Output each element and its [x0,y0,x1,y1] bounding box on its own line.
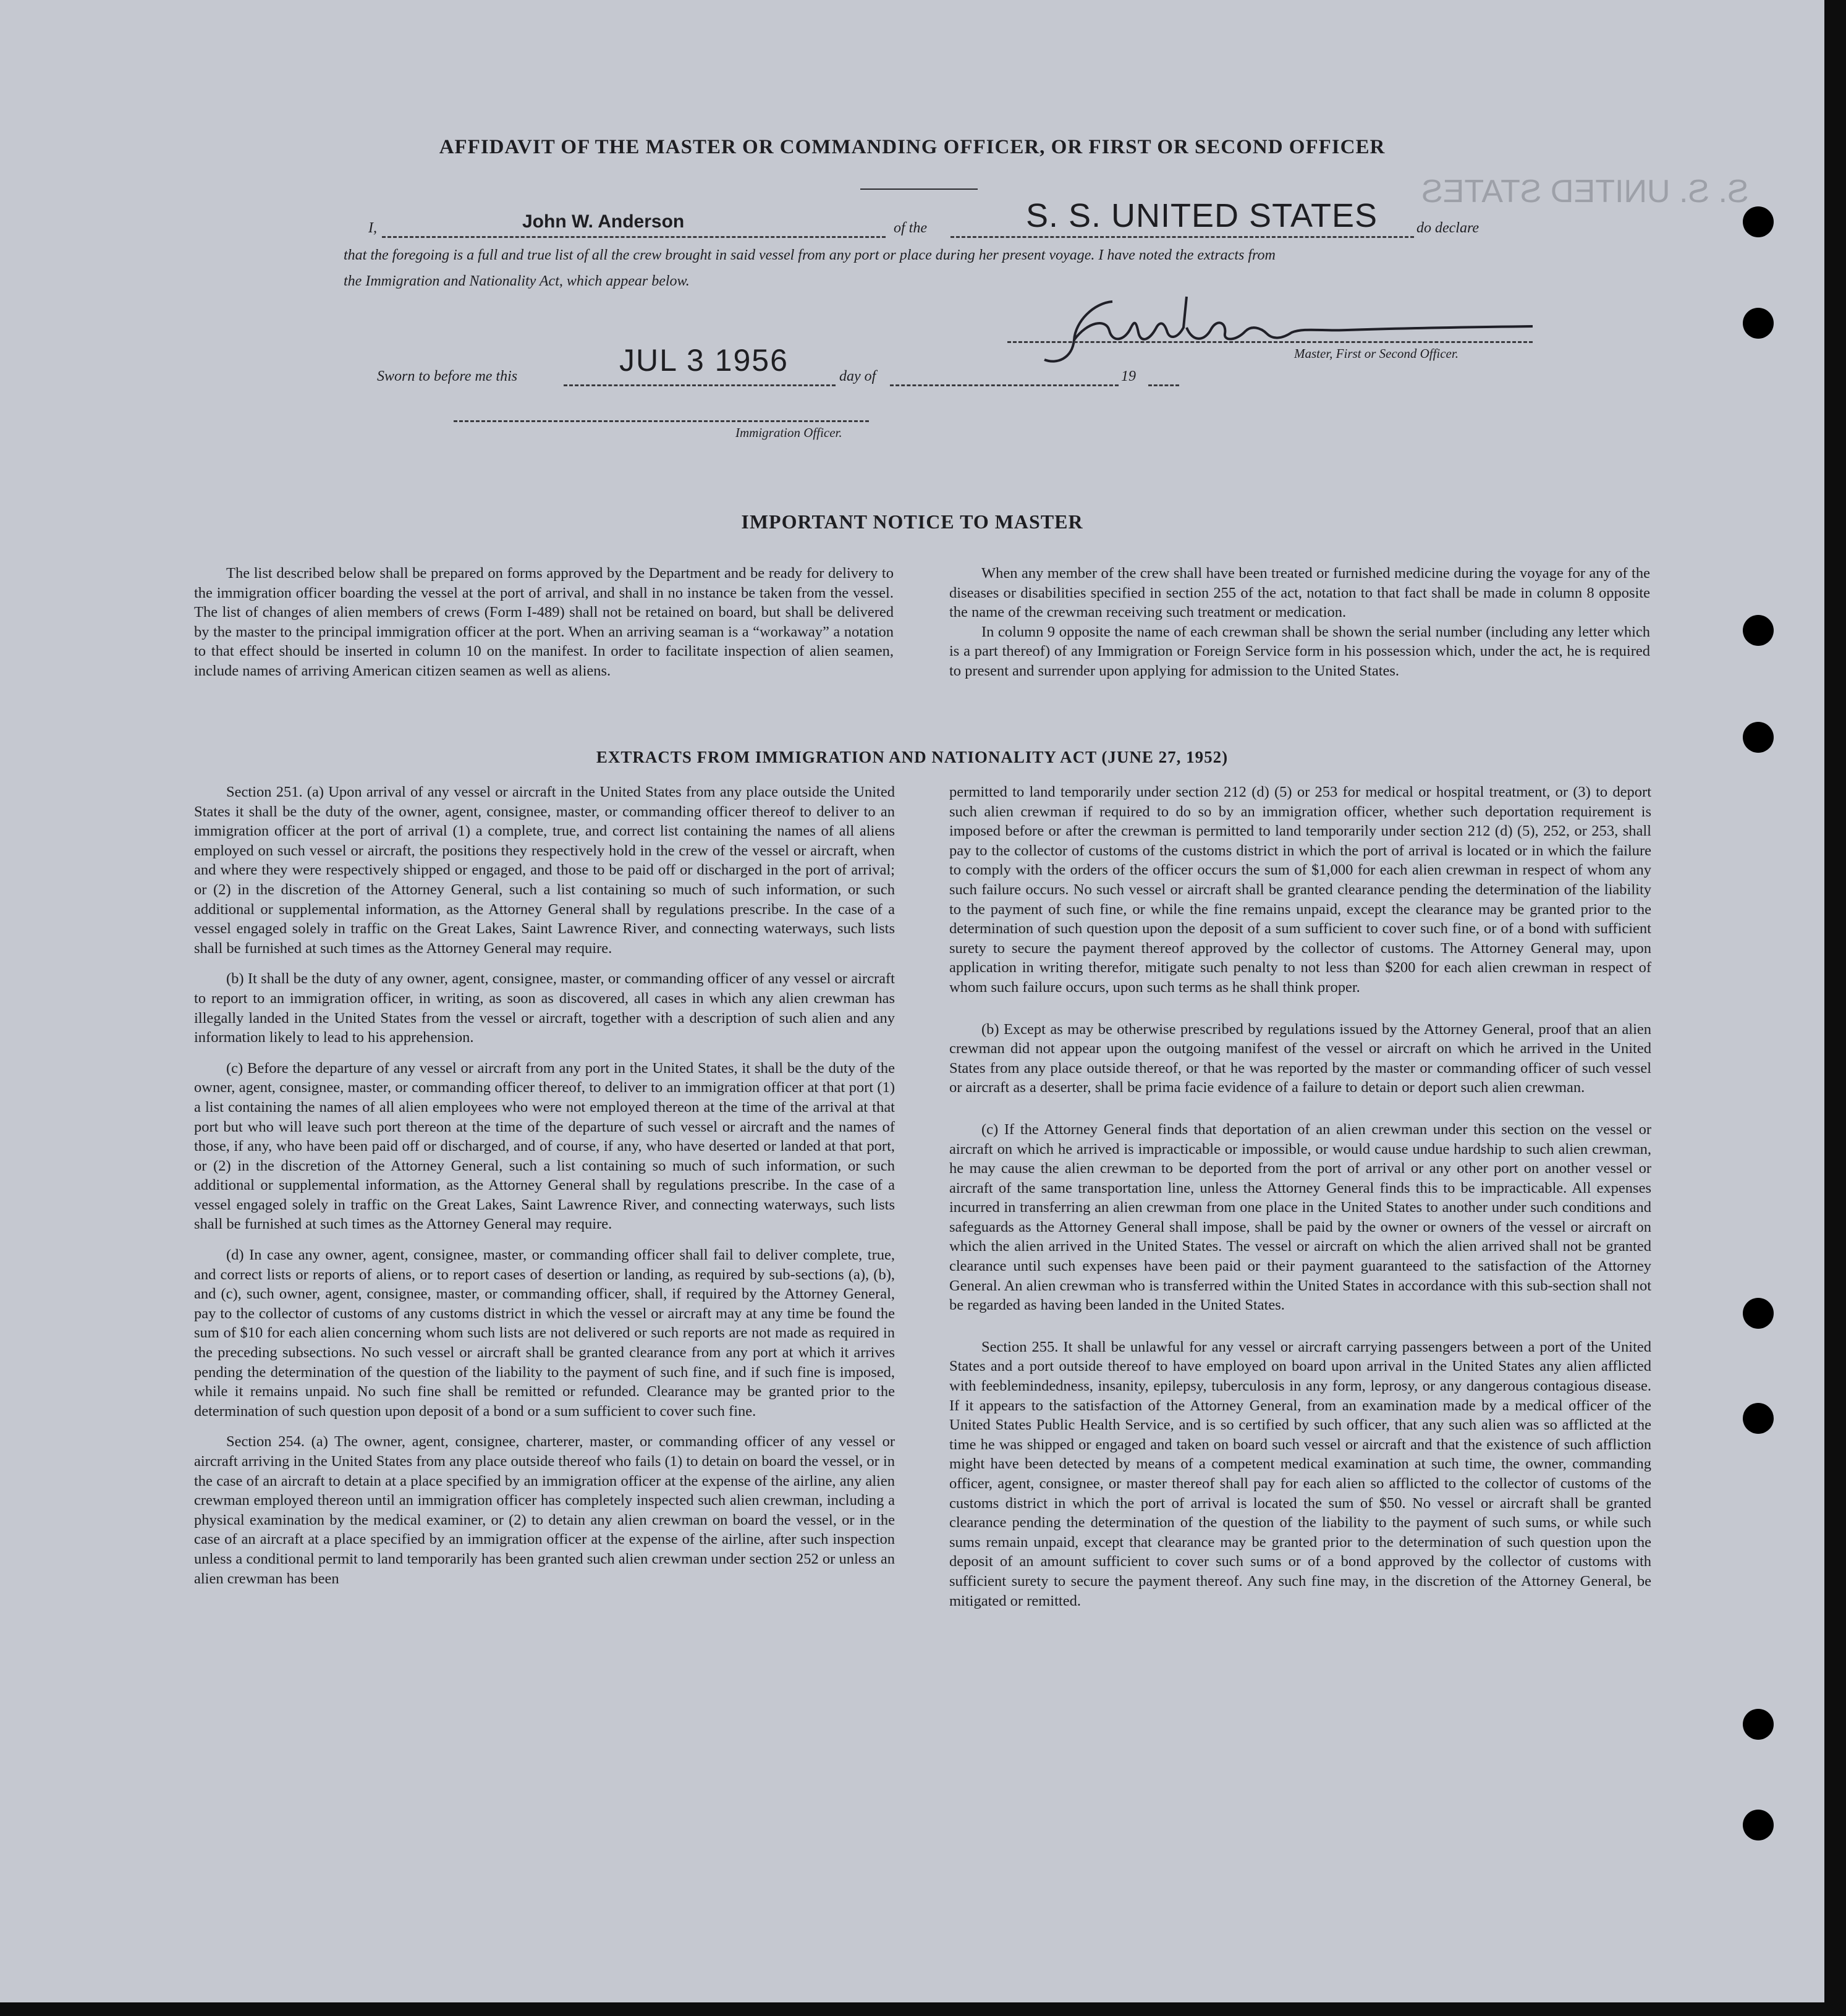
extract-paragraph: (c) Before the departure of any vessel or aircraft from any port in the United States, it shall be the duty of the owner, agent, consignee, master, or commanding officer thereof, to deliver to an immigration officer at that port (1) a list containing the names of all alien employees who were not employed thereon at the time of the arrival at that port but who will leave such port thereon at the time of the departure of such vessel or aircraft and the names of those, if any, who have been paid off or discharged, and of course, if any, who have deserted or landed at that port, or (2) in the discretion of the Attorney General, such a list containing so much of such information, or such additional or supplemental information, as the Attorney General shall by regulations prescribe. In the case of a vessel engaged solely in traffic on the Great Lakes, Saint Lawrence River, and connecting waterways, such lists shall be furnished at such times as the Attorney General may require. [194,1059,895,1233]
sworn-label: Sworn to before me this [377,368,518,384]
sworn-day-line [564,384,836,386]
extract-paragraph: Section 251. (a) Upon arrival of any vessel or aircraft in the United States from any place outside the United States it shall be the duty of the owner, agent, consignee, master, or commanding officer thereof to deliver to an immigration officer at the port of arrival (1) a complete, true, and correct list containing the names of all aliens employed on such vessel or aircraft, the positions they respectively hold in the crew of the vessel or aircraft, when and where they were respectively shipped or engaged, and those to be paid off or discharged in the port of arrival; or (2) in the discretion of the Attorney General, such a list containing so much of such information, or such additional or supplemental information, as the Attorney General shall by regulations prescribe. In the case of a vessel engaged solely in traffic on the Great Lakes, Saint Lawrence River, and connecting waterways, such lists shall be furnished at such times as the Attorney General may require. [194,784,895,957]
sworn-year-line [1148,384,1179,386]
extract-paragraph: Section 254. (a) The owner, agent, consignee, charterer, master, or commanding officer of any vessel or aircraft arriving in the United States from any place outside thereof who fails (1) to detain on board the vessel, or in the case of an aircraft to detain at a place specified by an immigration officer at the expense of the airline, any alien crewman employed thereon until an immigration officer has completely inspected such alien crewman, including a physical examination by the medical examiner, or (2) to detain any alien crewman on board the vessel, or in the case of an aircraft at a place specified by an immigration officer at the expense of the airline, after such inspection unless a conditional permit to land temporarily has been granted such alien crewman under section 252 or unless an alien crewman has been [194,1433,895,1587]
extract-paragraph: permitted to land temporarily under section 212 (d) (5) or 253 for medical or hospital treatment, or (3) to deport such alien crewman if required to do so by an immigration officer, whether such deportation requirement is imposed before or after the crewman is permitted to land temporarily under section 212 (d) (5), 252, or 253, shall pay to the collector of customs of the customs district in which the port of arrival is located or in which the failure to comply with the orders of the officer occurs the sum of $1,000 for each alien crewman in respect of whom any such failure occurs. No such vessel or aircraft shall be granted clearance pending the determination of the liability to the payment of such fine, or while the fine remains unpaid, except the clearance may be granted prior to the determination of such question upon the deposit of a sum sufficient to cover such fine, or of a bond with sufficient surety to secure the payment thereof approved by the collector of customs. The Attorney General may, upon application in writing therefor, mitigate such penalty to not less than $200 for each alien crewman in respect of whom such failure occurs, upon such terms as he shall think proper. [949,784,1651,996]
do-declare-label: do declare [1416,220,1480,236]
notice-paragraph: The list described below shall be prepared on forms approved by the Department and be ready for delivery to the immigration officer boarding the vessel at the port of arrival, and shall in no instance be taken from the vessel. The list of changes of alien members of crews (Form I-489) shall not be retained on board, but shall be delivered by the master to the principal immigration officer at the port. When an arriving seaman is a “workaway” a notation to that effect should be inserted in column 10 on the manifest. In order to facilitate inspection of alien seamen, include names of arriving American citizen seamen as well as aliens. [194,565,894,679]
title-underline [860,188,978,190]
punch-hole [1743,1810,1774,1840]
extracts-right-column [949,782,1651,1622]
notice-left-column [194,564,894,681]
master-name: John W. Anderson [522,211,685,232]
punch-hole [1743,1709,1774,1740]
immigration-officer-caption: Immigration Officer. [735,425,842,440]
punch-hole [1743,1403,1774,1434]
notice-right-column [949,564,1650,681]
extracts-heading: EXTRACTS FROM IMMIGRATION AND NATIONALITY ACT (JUNE 27, 1952) [596,748,1229,766]
master-signature-line [1007,341,1533,343]
immigration-officer-line [454,420,869,422]
master-signature-caption: Master, First or Second Officer. [1294,346,1459,361]
affidavit-title: AFFIDAVIT OF THE MASTER OR COMMANDING OFFICER, OR FIRST OR SECOND OFFICER [439,136,1386,158]
extract-paragraph: (d) In case any owner, agent, consignee, master, or commanding officer shall fail to deliver complete, true, and correct lists or reports of aliens, or to report cases of desertion or landing, as required by sub-sections (a), (b), and (c), such owner, agent, consignee, master, or commanding officer, shall, if required by the Attorney General, pay to the collector of customs of any customs district in which the vessel or aircraft may at any time be found the sum of $10 for each alien concerning whom such lists are not delivered or such reports are not made as required in the preceding subsections. No such vessel or aircraft shall be granted clearance from any port at which it arrives pending the determination of the question of the liability to the payment of such fine, and if such fine is imposed, while it remains unpaid. No such fine shall be remitted or refunded. Clearance may be granted prior to the determination of such question upon deposit of a bond or a sum sufficient to cover such fine. [194,1247,895,1420]
extract-paragraph: (b) It shall be the duty of any owner, agent, consignee, master, or commanding officer of any vessel or aircraft to report to an immigration officer, in writing, as soon as discovered, all cases in which any alien crewman has illegally landed in the United States from the vessel or aircraft, together with a description of such alien and any information likely to lead to his apprehension. [194,970,895,1046]
extract-paragraph: Section 255. It shall be unlawful for any vessel or aircraft carrying passengers between a port of the United States and a port outside thereof to have employed on board upon arrival in the United States any alien afflicted with feeblemindedness, insanity, epilepsy, tuberculosis in any form, leprosy, or any dangerous contagious disease. If it appears to the satisfaction of the Attorney General, from an examination made by a medical officer of the United States Public Health Service, and is so certified by such officer, that any such alien was so afflicted at the time he was shipped or engaged and taken on board such vessel or aircraft and that the existence of such affliction might have been detected by means of a competent medical examination at such time, the owner, commanding officer, agent, consignee, or master thereof shall pay for each alien so afflicted to the collector of customs of the customs district in which the port of arrival is located the sum of $50. No vessel or aircraft shall be granted clearance pending the determination of the question of the liability to the payment of such sums, or while such sums remain unpaid, except that clearance may be granted prior to the determination of such question upon the deposit of an amount sufficient to cover such sums or of a bond approved by the collector of customs with sufficient surety to secure the payment thereof. Any such fine may, in the discretion of the Attorney General, be mitigated or remitted. [949,1338,1651,1609]
day-of-label: day of [839,368,876,384]
of-the-label: of the [894,220,927,236]
vessel-name-stamp: S. S. UNITED STATES [1026,197,1378,234]
notice-heading: IMPORTANT NOTICE TO MASTER [741,510,1083,533]
declaration-line-2: the Immigration and Nationality Act, which appear below. [344,273,690,289]
extract-paragraph: (c) If the Attorney General finds that deportation of an alien crewman under this section on the vessel or aircraft on which he arrived is impracticable or impossible, or would cause undue hardship to such alien crewman, he may cause the alien crewman to be deported from the port of arrival or any other port on another vessel or aircraft of the same transportation line, unless the Attorney General finds this to be impracticable. All expenses incurred in transferring an alien crewman from one place in the United States to another under such conditions and safeguards as the Attorney General shall impose, shall be paid by the owner or owners of the vessel or aircraft on which the alien arrived in the United States. The vessel or aircraft on which the alien arrived shall not be granted clearance until such expenses have been paid or their payment guaranteed to the satisfaction of the Attorney General. An alien crewman who is transferred within the United States in accordance with this sub-section shall not be regarded as having been landed in the United States. [949,1120,1651,1314]
punch-hole [1743,206,1774,237]
vessel-name-line [951,236,1414,238]
punch-hole [1743,308,1774,339]
punch-hole [1743,615,1774,646]
punch-hole [1743,1298,1774,1329]
notice-paragraph: In column 9 opposite the name of each crewman shall be shown the serial number (including any letter which is a part thereof) of any Immigration or Foreign Service form in his possession which, under the act, he is required to present and surrender upon applying for admission to the United States. [949,623,1650,679]
master-signature [1001,284,1545,371]
sworn-date-stamp: JUL 3 1956 [619,343,789,378]
bleed-through-mark: S. S. UNITED STATES [1421,174,1749,210]
declaration-line-1: that the foregoing is a full and true list of all the crew brought in said vessel from any port or place during her present voyage. I have noted the extracts from [344,247,1276,263]
extract-paragraph: (b) Except as may be otherwise prescribed by regulations issued by the Attorney General, proof that an alien crewman did not appear upon the outgoing manifest of the vessel or aircraft on which he arrived in the United States from any place outside thereof, or that he was reported by the master or commanding officer of such vessel or aircraft as a deserter, shall be prima facie evidence of a failure to detain or deport such alien crewman. [949,1020,1651,1096]
notice-paragraph: When any member of the crew shall have been treated or furnished medicine during the voyage for any of the diseases or disabilities specified in section 255 of the act, notation to that fact shall be made in column 8 opposite the name of the crewman receiving such treatment or medication. [949,565,1650,621]
year-prefix: 19 [1121,368,1136,384]
affidavit-i: I, [368,220,377,236]
sworn-month-line [890,384,1119,386]
master-name-line [382,236,886,238]
extracts-left-column [194,782,895,1599]
